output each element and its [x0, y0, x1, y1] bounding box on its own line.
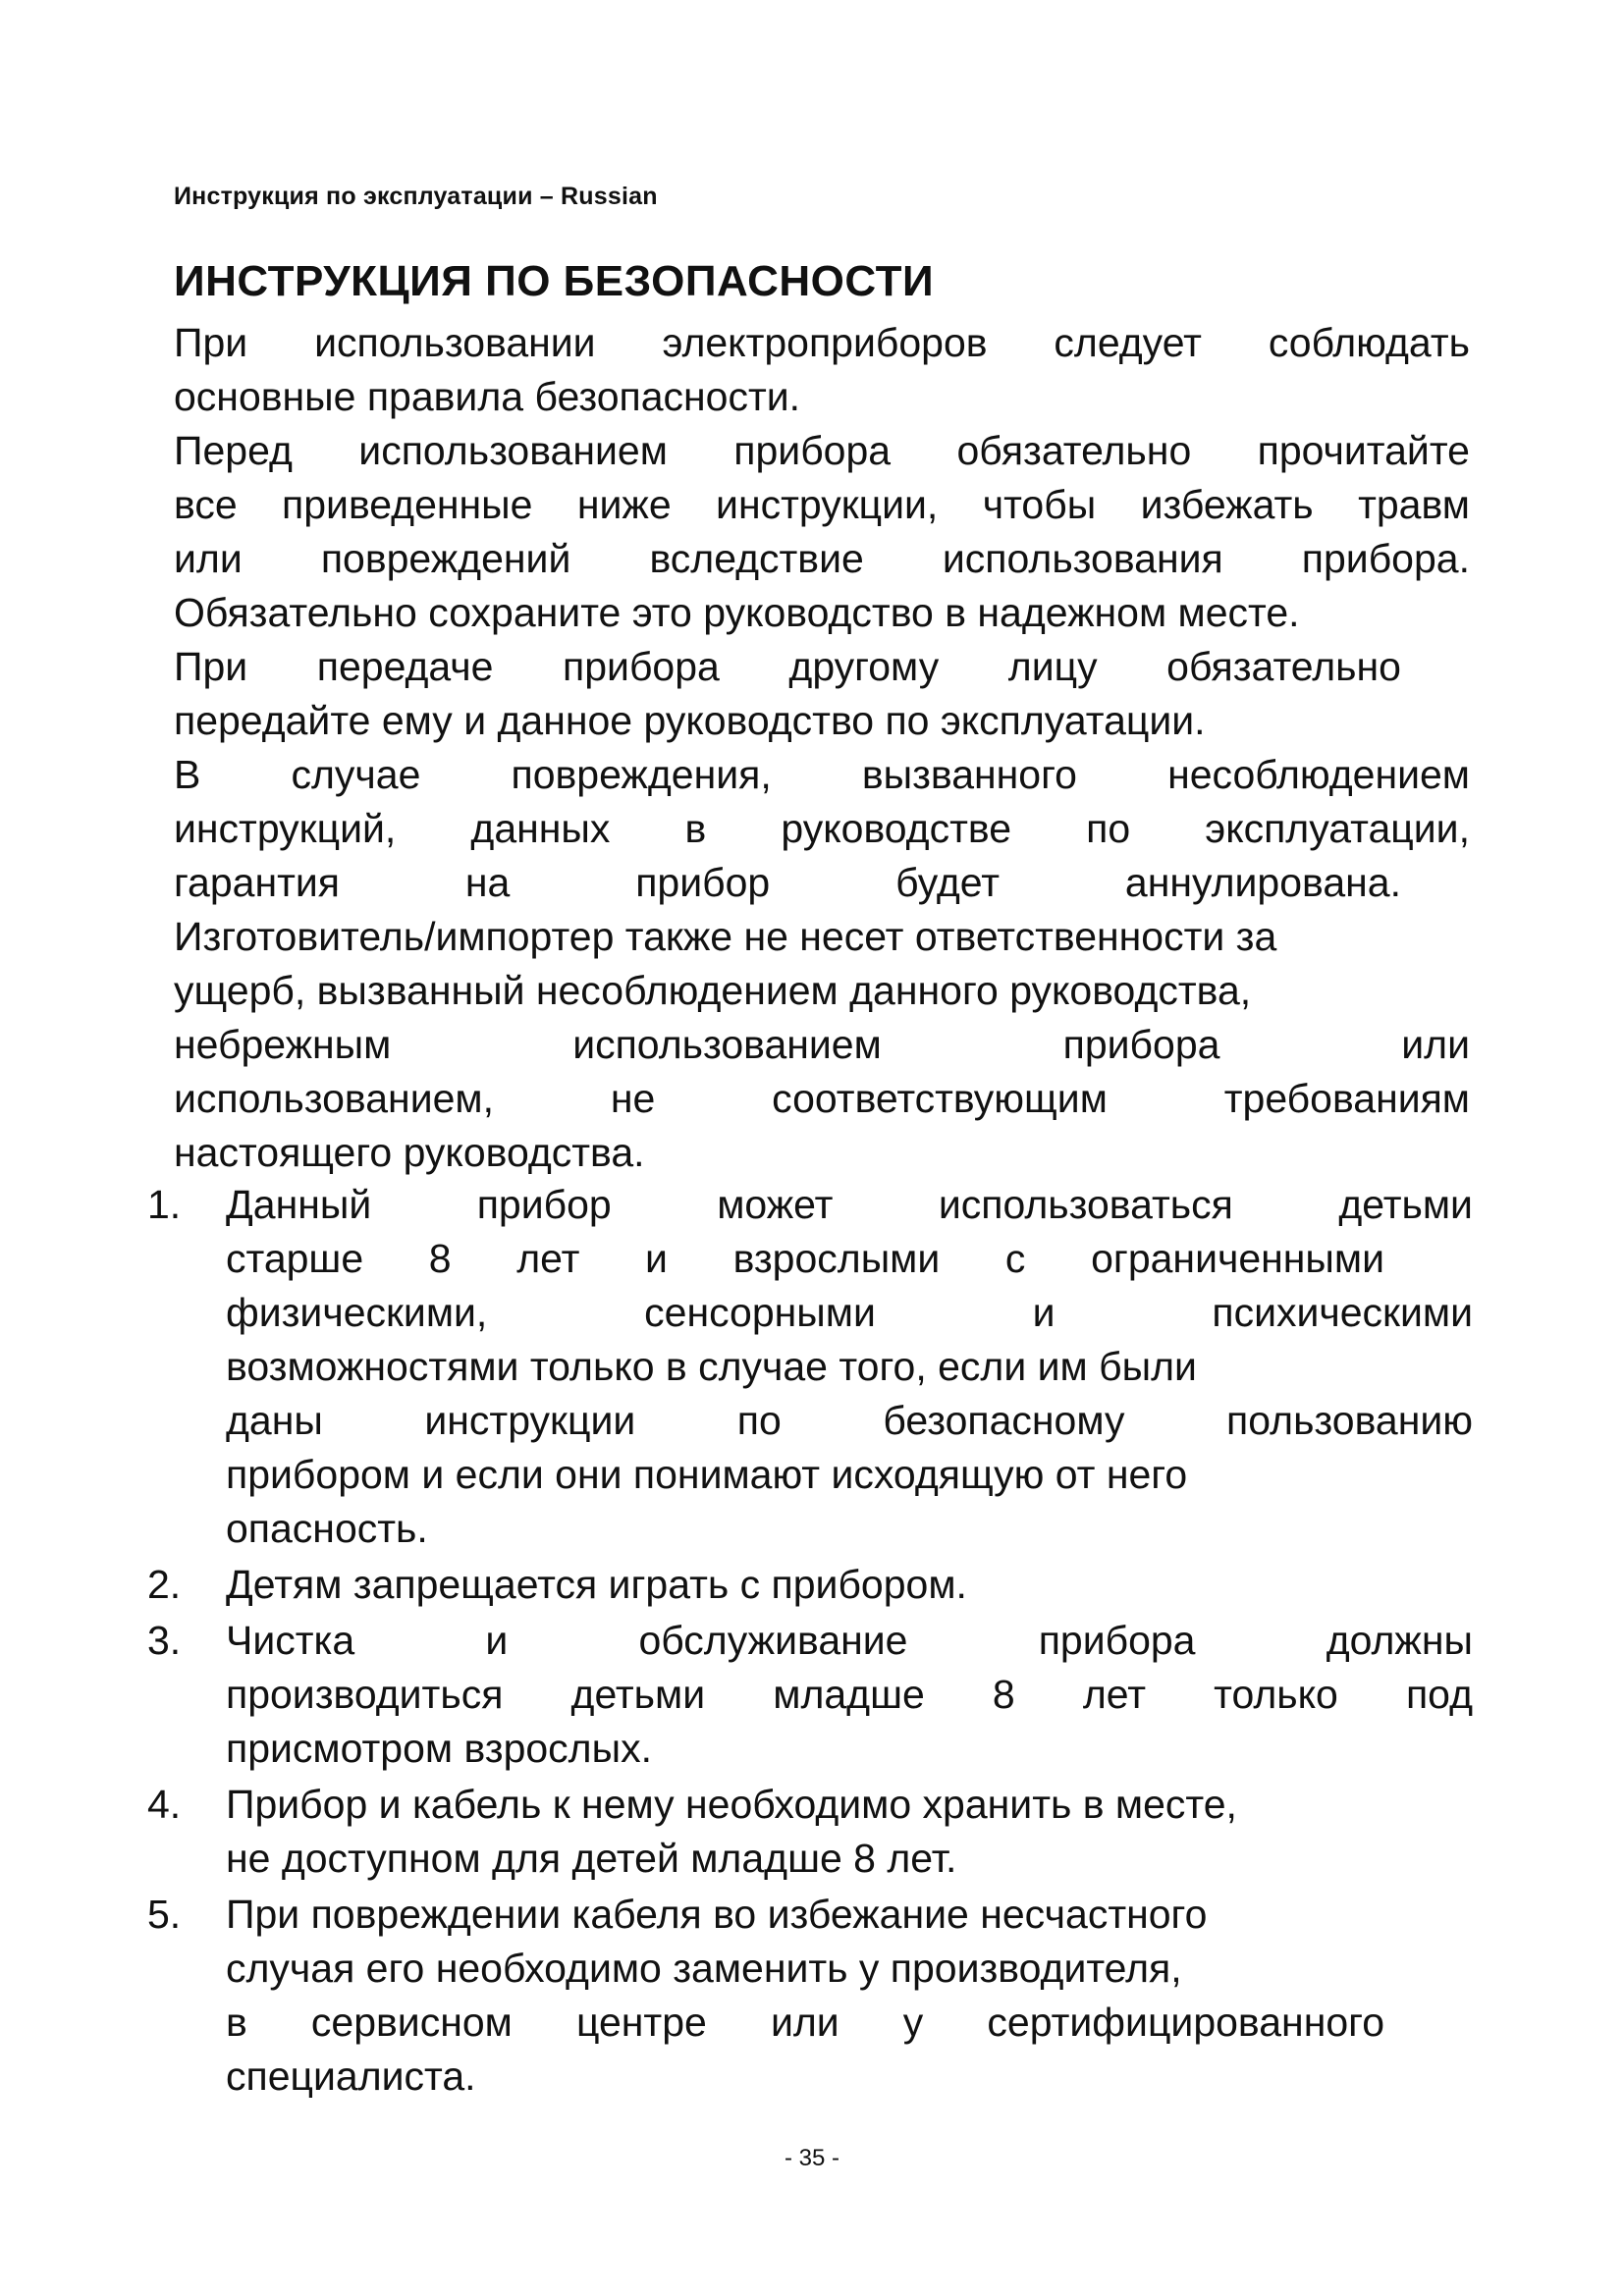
word: обязательно — [956, 428, 1192, 473]
word: повреждений — [320, 536, 571, 581]
word: прибора — [563, 644, 720, 689]
list-item-line — [226, 1614, 1473, 1668]
word: старше — [226, 1236, 364, 1281]
word: случае — [291, 752, 421, 797]
word: прочитайте — [1257, 428, 1470, 473]
word: травм — [1358, 482, 1470, 527]
word: требованиям — [1223, 1076, 1470, 1121]
section-title: ИНСТРУКЦИЯ ПО БЕЗОПАСНОСТИ — [174, 257, 935, 305]
word: электроприборов — [662, 320, 988, 365]
list-item-number: 5. — [147, 1892, 182, 1937]
word: ограниченными — [1091, 1236, 1384, 1281]
list-item-line — [226, 1668, 1473, 1722]
word: Чистка — [226, 1618, 355, 1663]
word: использования — [942, 536, 1223, 581]
body-line — [174, 802, 1470, 856]
word: сертифицированного — [987, 2000, 1384, 2045]
word: прибор — [476, 1182, 612, 1227]
list-item-line — [226, 1996, 1384, 2050]
word: на — [464, 860, 511, 905]
list-item-line — [226, 1232, 1384, 1286]
word: с — [1004, 1236, 1026, 1281]
list-item-line: присмотром взрослых. — [226, 1726, 652, 1771]
word: или — [174, 536, 243, 581]
list-item-line: возможностями только в случае того, если им были — [226, 1344, 1197, 1389]
word: безопасному — [883, 1398, 1125, 1443]
word: по — [1086, 806, 1131, 851]
list-item-line: Детям запрещается играть с прибором. — [226, 1562, 967, 1607]
word: в — [226, 2000, 247, 2045]
word: использовании — [314, 320, 596, 365]
list-item — [147, 1888, 1473, 2104]
word: инструкции, — [716, 482, 939, 527]
word: избежать — [1140, 482, 1314, 527]
word: под — [1405, 1672, 1473, 1717]
word: несоблюдением — [1167, 752, 1470, 797]
word: младше — [773, 1672, 925, 1717]
body-line: Изготовитель/импортер также не несет ответственности за — [174, 914, 1277, 959]
word: психическими — [1212, 1290, 1473, 1335]
body-line — [174, 748, 1470, 802]
word: или — [1401, 1022, 1470, 1067]
word: 8 — [992, 1672, 1015, 1717]
body-line: передайте ему и данное руководство по эксплуатации. — [174, 698, 1206, 743]
word: лет — [1082, 1672, 1146, 1717]
body-line — [174, 532, 1470, 586]
list-item — [147, 1178, 1473, 1556]
list-item-line: прибором и если они понимают исходящую от него — [226, 1452, 1188, 1497]
list-item-line: не доступном для детей младше 8 лет. — [226, 1836, 957, 1881]
intro-paragraphs — [174, 316, 1470, 1180]
word: Перед — [174, 428, 293, 473]
list-item-line: случая его необходимо заменить у производителя, — [226, 1946, 1182, 1991]
word: в — [684, 806, 707, 851]
list-item — [147, 1614, 1473, 1776]
word: другому — [788, 644, 940, 689]
body-line — [174, 1018, 1470, 1072]
word: не — [610, 1076, 656, 1121]
list-item — [147, 1558, 1473, 1612]
word: приведенные — [282, 482, 533, 527]
word: сервисном — [310, 2000, 513, 2045]
word: должны — [1326, 1618, 1473, 1663]
word: следует — [1054, 320, 1202, 365]
word: взрослыми — [732, 1236, 941, 1281]
word: прибора. — [1301, 536, 1470, 581]
word: вследствие — [649, 536, 864, 581]
word: эксплуатации, — [1205, 806, 1470, 851]
word: соответствующим — [772, 1076, 1108, 1121]
word: сенсорными — [644, 1290, 876, 1335]
body-line: Обязательно сохраните это руководство в надежном месте. — [174, 590, 1300, 635]
word: В — [174, 752, 201, 797]
list-item — [147, 1778, 1473, 1886]
word: использоваться — [938, 1182, 1233, 1227]
word: использованием — [572, 1022, 882, 1067]
word: При — [174, 644, 248, 689]
word: инструкций, — [174, 806, 397, 851]
word: производиться — [226, 1672, 504, 1717]
word: передаче — [316, 644, 494, 689]
list-item-number: 1. — [147, 1182, 182, 1227]
word: руководстве — [781, 806, 1012, 851]
word: использованием, — [174, 1076, 494, 1121]
word: соблюдать — [1268, 320, 1470, 365]
list-item-number: 3. — [147, 1618, 182, 1663]
word: у — [902, 2000, 924, 2045]
list-item-line — [226, 1286, 1473, 1340]
running-header: Инструкция по эксплуатации – Russian — [174, 183, 658, 210]
body-line: основные правила безопасности. — [174, 374, 801, 419]
word: При — [174, 320, 248, 365]
body-line — [174, 424, 1470, 478]
list-item-number: 2. — [147, 1562, 182, 1607]
list-item-line: специалиста. — [226, 2054, 476, 2099]
list-item-line — [226, 1394, 1473, 1448]
word: чтобы — [982, 482, 1097, 527]
word: использованием — [358, 428, 668, 473]
word: и — [1032, 1290, 1056, 1335]
body-line — [174, 478, 1470, 532]
word: центре — [575, 2000, 707, 2045]
list-item-line: При повреждении кабеля во избежание несчастного — [226, 1892, 1208, 1937]
list-item-line — [226, 1178, 1473, 1232]
body-line — [174, 316, 1470, 370]
word: прибор — [635, 860, 771, 905]
word: физическими, — [226, 1290, 488, 1335]
word: детьми — [570, 1672, 706, 1717]
list-item-number: 4. — [147, 1782, 182, 1827]
word: пользованию — [1226, 1398, 1473, 1443]
safety-rules-list — [147, 1178, 1473, 2106]
word: даны — [226, 1398, 323, 1443]
word: 8 — [428, 1236, 452, 1281]
word: Данный — [226, 1182, 372, 1227]
word: аннулирована. — [1124, 860, 1401, 905]
word: гарантия — [174, 860, 340, 905]
word: обязательно — [1166, 644, 1401, 689]
list-item-line: Прибор и кабель к нему необходимо хранить в месте, — [226, 1782, 1237, 1827]
body-line — [174, 856, 1401, 910]
list-item-line: опасность. — [226, 1506, 428, 1551]
word: может — [717, 1182, 834, 1227]
body-line — [174, 640, 1401, 694]
word: лицу — [1007, 644, 1098, 689]
word: инструкции — [424, 1398, 636, 1443]
word: прибора — [1038, 1618, 1196, 1663]
body-line: ущерб, вызванный несоблюдением данного руководства, — [174, 968, 1252, 1013]
word: прибора — [1062, 1022, 1220, 1067]
word: и — [645, 1236, 668, 1281]
word: лет — [516, 1236, 580, 1281]
word: все — [174, 482, 238, 527]
word: будет — [895, 860, 1000, 905]
word: прибора — [733, 428, 892, 473]
word: небрежным — [174, 1022, 392, 1067]
word: повреждения, — [511, 752, 772, 797]
page-number: - 35 - — [784, 2145, 839, 2171]
word: ниже — [576, 482, 672, 527]
word: и — [485, 1618, 509, 1663]
word: только — [1214, 1672, 1338, 1717]
word: вызванного — [861, 752, 1077, 797]
word: данных — [470, 806, 611, 851]
body-line: настоящего руководства. — [174, 1130, 645, 1175]
word: или — [770, 2000, 839, 2045]
word: детьми — [1338, 1182, 1473, 1227]
body-line — [174, 1072, 1470, 1126]
word: обслуживание — [638, 1618, 908, 1663]
word: по — [736, 1398, 782, 1443]
